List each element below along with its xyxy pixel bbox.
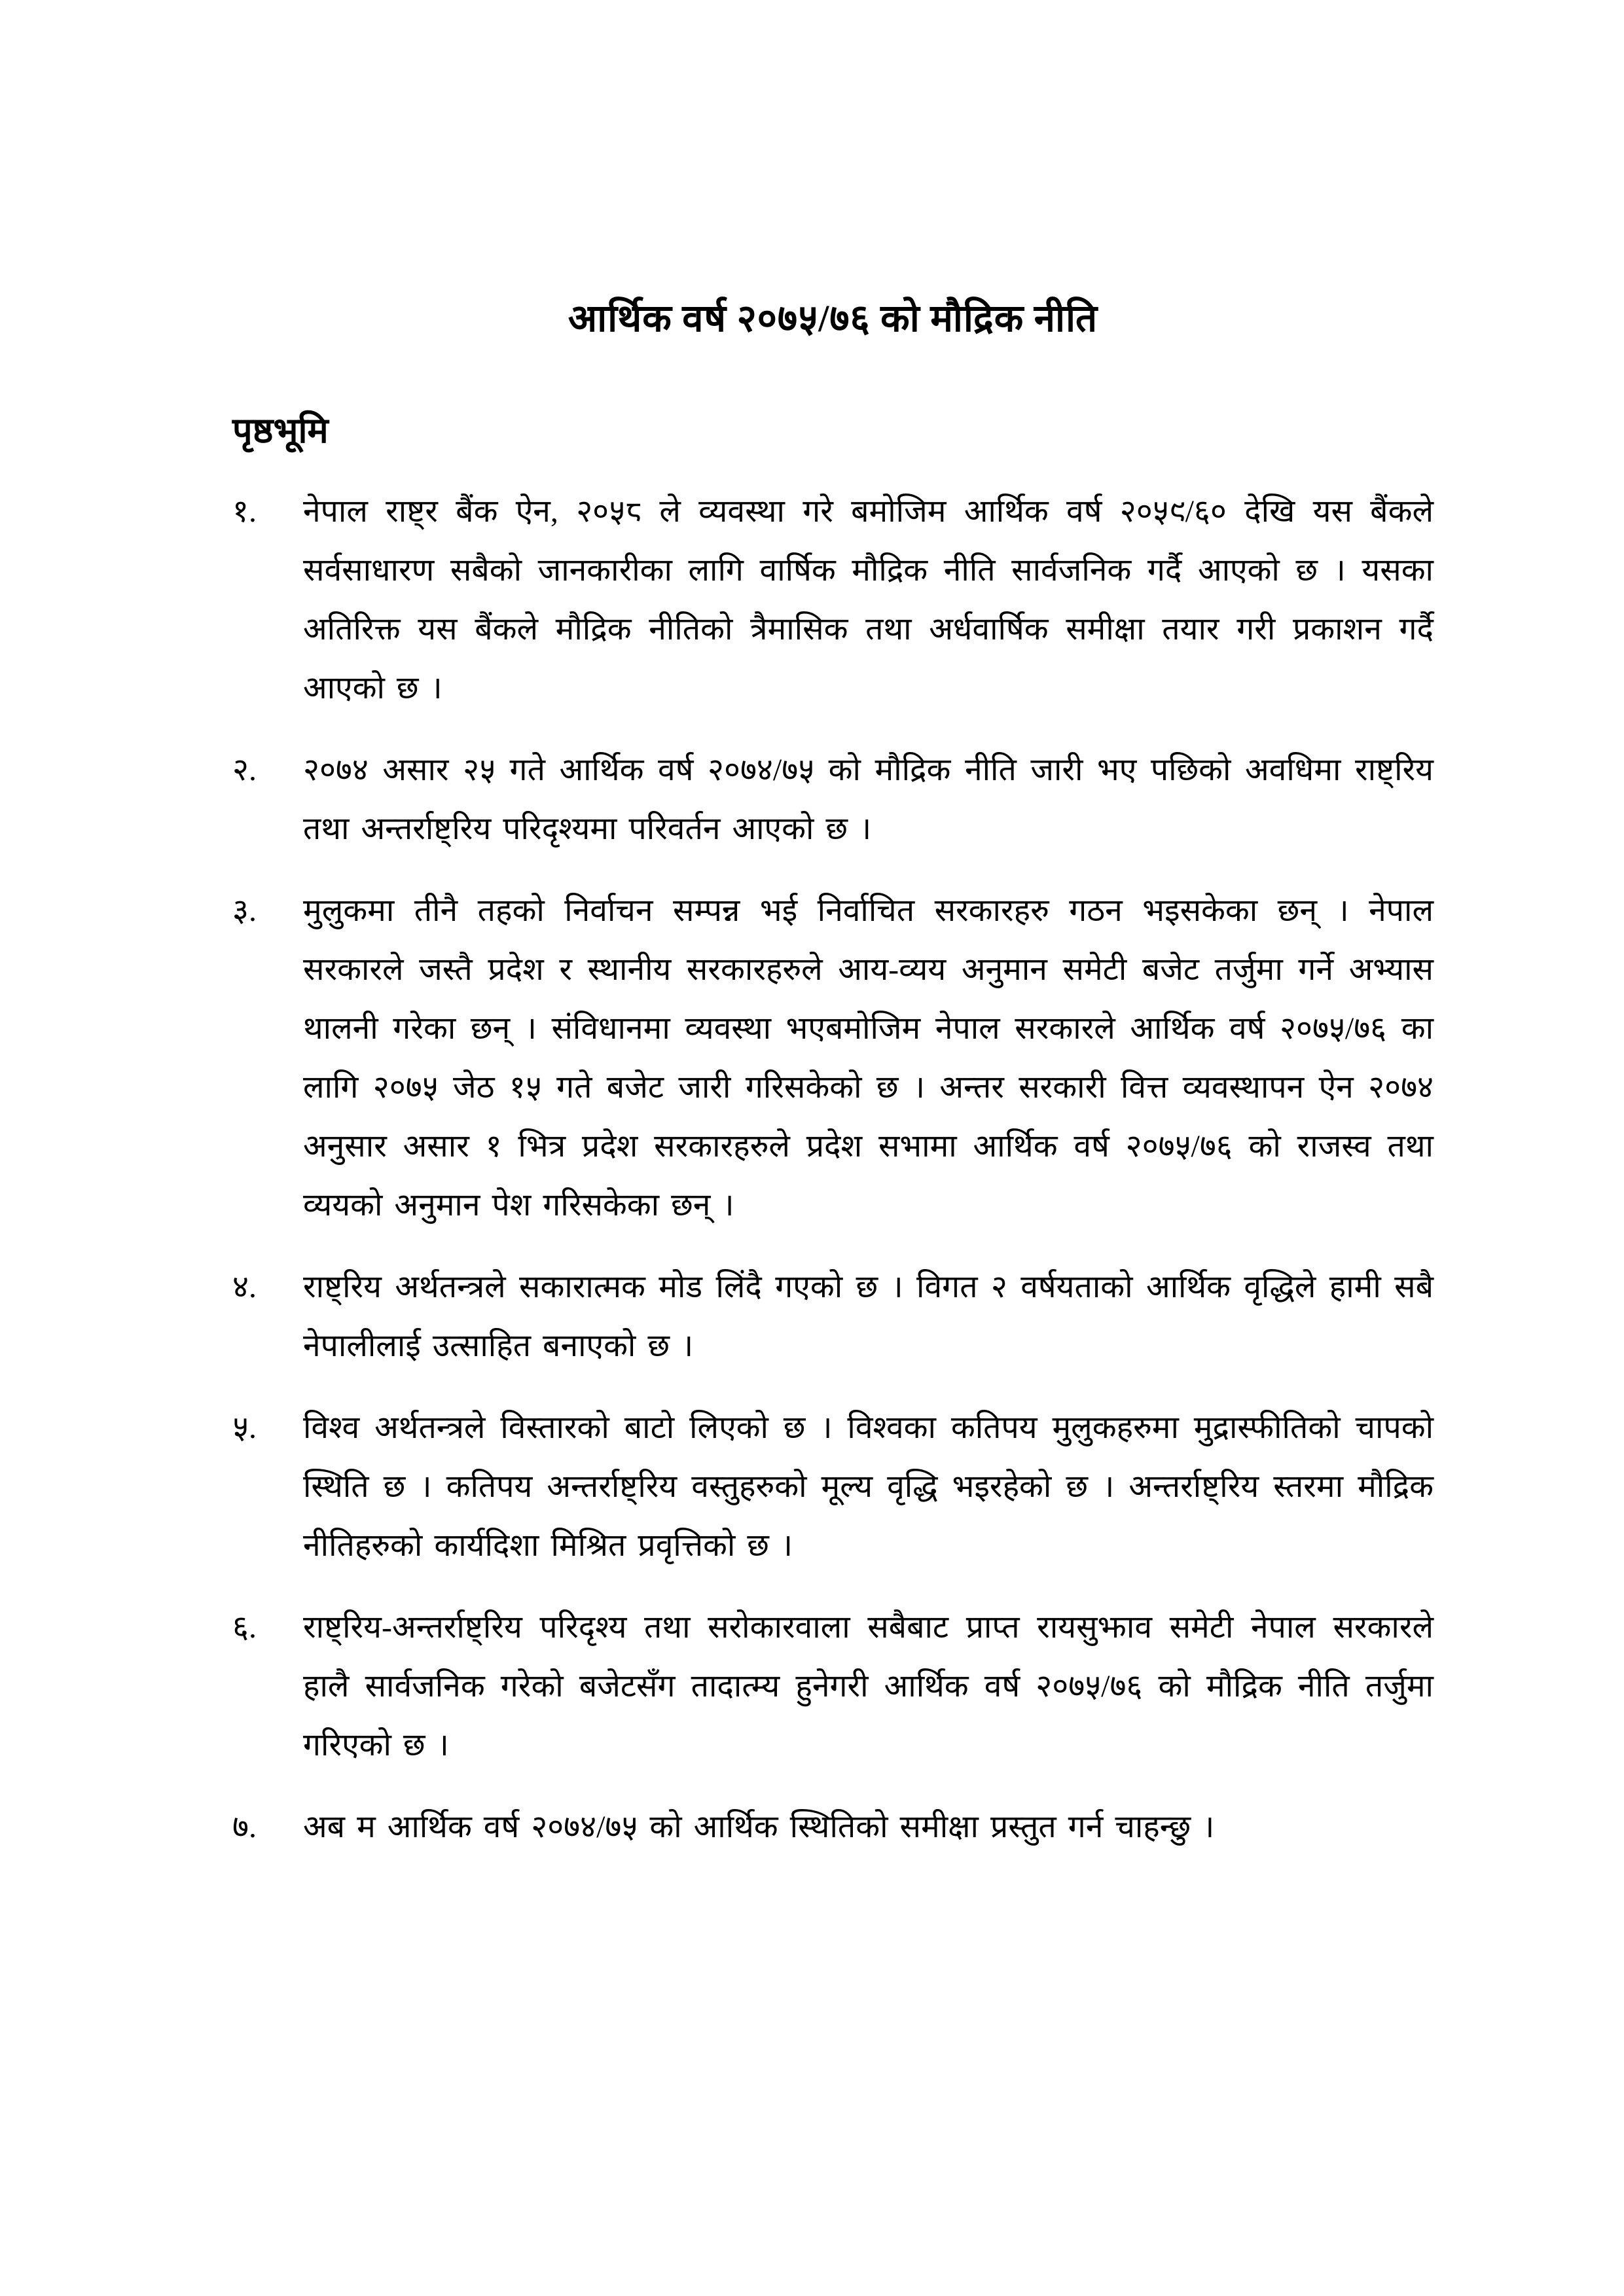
paragraph-number: ६.: [232, 1610, 257, 1645]
paragraph-text: २०७४ असार २५ गते आर्थिक वर्ष २०७४/७५ को मौद्रिक नीति जारी भए पछिको अवधिमा राष्ट्रिय तथा अन्तर्राष्ट्रिय परिदृश्यमा परिवर्तन आएको छ ।: [303, 753, 1434, 846]
paragraph-text: राष्ट्रिय अर्थतन्त्रले सकारात्मक मोड लिंदै गएको छ । विगत २ वर्षयताको आर्थिक वृद्धिले हामी सबै नेपालीलाई उत्साहित बनाएको छ ।: [303, 1270, 1434, 1363]
paragraph-item: [232, 1598, 1434, 1775]
paragraph-number: १.: [232, 494, 257, 529]
section-heading: पृष्ठभूमि: [232, 411, 329, 450]
paragraph-list: [232, 482, 1434, 1857]
paragraph-text: अब म आर्थिक वर्ष २०७४/७५ को आर्थिक स्थितिको समीक्षा प्रस्तुत गर्न चाहन्छु ।: [303, 1810, 1215, 1844]
paragraph-number: २.: [232, 753, 257, 787]
paragraph-number: ७.: [232, 1810, 257, 1844]
paragraph-item: [232, 482, 1434, 718]
paragraph-text: राष्ट्रिय-अन्तर्राष्ट्रिय परिदृश्य तथा सरोकारवाला सबैबाट प्राप्त रायसुझाव समेटी नेपाल सरकारले हालै सार्वजनिक गरेको बजेटसँग तादात्म्य हुनेगरी आर्थिक वर्ष २०७५/७६ को मौद्रिक नीति तर्जुमा गरिएको छ ।: [303, 1610, 1434, 1763]
paragraph-number: ४.: [232, 1270, 257, 1304]
paragraph-item: [232, 741, 1434, 859]
paragraph-item: [232, 882, 1434, 1235]
paragraph-text: नेपाल राष्ट्र बैंक ऐन, २०५८ ले व्यवस्था गरे बमोजिम आर्थिक वर्ष २०५९/६० देखि यस बैंकले सर्वसाधारण सबैको जानकारीका लागि वार्षिक मौद्रिक नीति सार्वजनिक गर्दै आएको छ । यसका अतिरिक्त यस बैंकले मौद्रिक नीतिको त्रैमासिक तथा अर्धवार्षिक समीक्षा तयार गरी प्रकाशन गर्दै आएको छ ।: [303, 494, 1434, 706]
paragraph-number: ३.: [232, 893, 257, 928]
paragraph-text: मुलुकमा तीनै तहको निर्वाचन सम्पन्न भई निर्वाचित सरकारहरु गठन भइसकेका छन् । नेपाल सरकारले जस्तै प्रदेश र स्थानीय सरकारहरुले आय-व्यय अनुमान समेटी बजेट तर्जुमा गर्ने अभ्यास थालनी गरेका छन् । संविधानमा व्यवस्था भएबमोजिम नेपाल सरकारले आर्थिक वर्ष २०७५/७६ का लागि २०७५ जेठ १५ गते बजेट जारी गरिसकेको छ । अन्तर सरकारी वित्त व्यवस्थापन ऐन २०७४ अनुसार असार १ भित्र प्रदेश सरकारहरुले प्रदेश सभामा आर्थिक वर्ष २०७५/७६ को राजस्व तथा व्ययको अनुमान पेश गरिसकेका छन् ।: [303, 893, 1434, 1223]
paragraph-item: [232, 1399, 1434, 1575]
paragraph-number: ५.: [232, 1410, 257, 1445]
paragraph-item: [232, 1798, 1434, 1857]
paragraph-item: [232, 1258, 1434, 1376]
document-title: आर्थिक वर्ष २०७५/७६ को मौद्रिक नीति: [568, 297, 1098, 340]
paragraph-text: विश्व अर्थतन्त्रले विस्तारको बाटो लिएको छ । विश्वका कतिपय मुलुकहरुमा मुद्रास्फीतिको चापको स्थिति छ । कतिपय अन्तर्राष्ट्रिय वस्तुहरुको मूल्य वृद्धि भइरहेको छ । अन्तर्राष्ट्रिय स्तरमा मौद्रिक नीतिहरुको कार्यदिशा मिश्रित प्रवृत्तिको छ ।: [303, 1410, 1434, 1563]
